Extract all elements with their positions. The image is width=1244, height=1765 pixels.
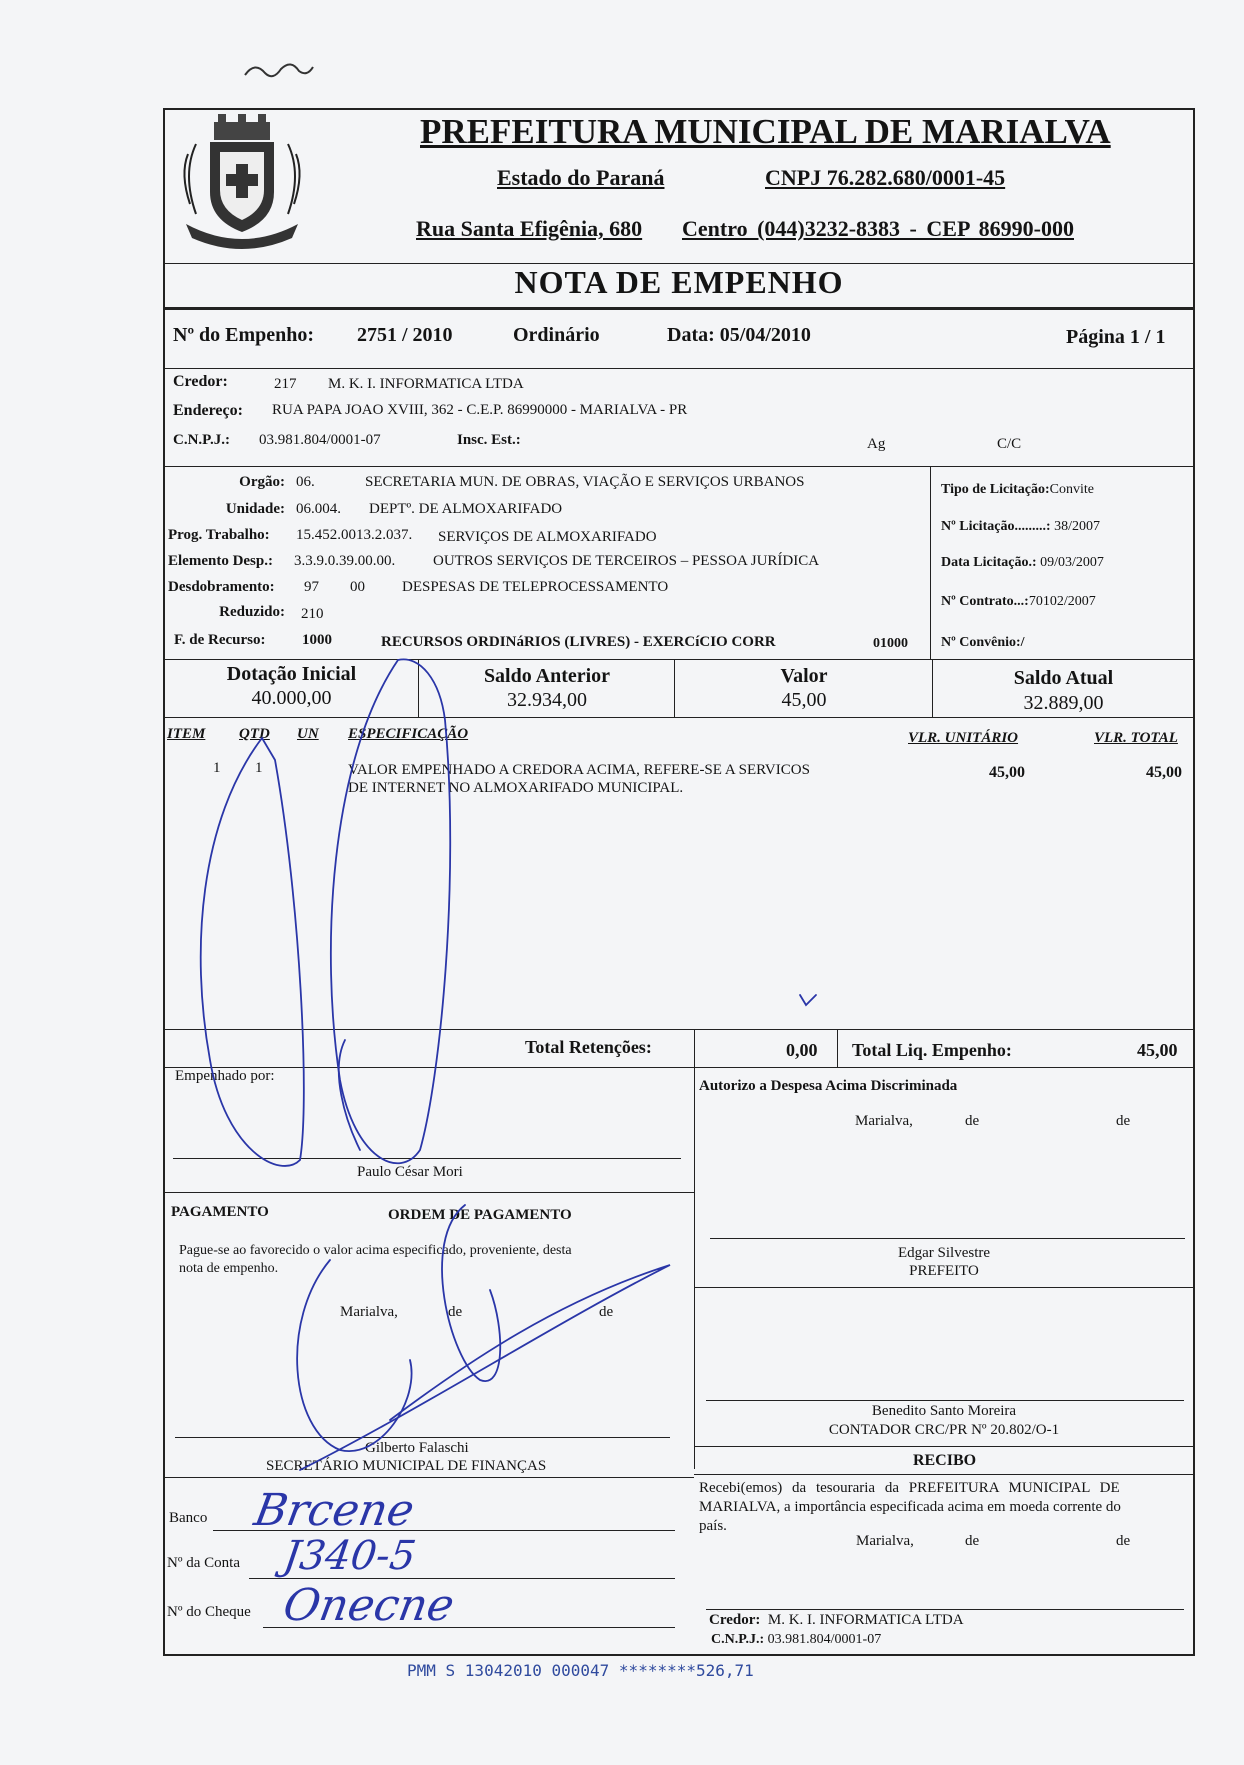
col-vlr-unit: VLR. UNITÁRIO <box>908 730 1019 746</box>
recibo-cnpj-label: C.N.P.J.: <box>711 1632 765 1647</box>
banco-label: Banco <box>169 1510 208 1526</box>
saldo-anterior-value: 32.934,00 <box>507 689 587 711</box>
col-vlr-total: VLR. TOTAL <box>1094 730 1178 746</box>
handwritten-banco: Brcene <box>250 1485 418 1536</box>
handwritten-conta: J340-5 <box>280 1533 419 1579</box>
recibo-cnpj <box>711 1632 881 1648</box>
autorizo-de: de <box>1116 1113 1131 1129</box>
state-label: Estado do Paraná <box>497 165 665 190</box>
reduzido-label: Reduzido: <box>219 604 285 620</box>
divider <box>932 659 933 717</box>
recibo-city: Marialva, <box>856 1533 914 1549</box>
num-licitacao <box>941 519 1100 535</box>
divider <box>930 466 931 659</box>
recibo-cnpj-value: 03.981.804/0001-07 <box>767 1632 882 1647</box>
unidade-desc: DEPTº. DE ALMOXARIFADO <box>369 501 563 517</box>
data-licitacao <box>941 555 1104 571</box>
num-licitacao-label: Nº Licitação.........: <box>941 519 1051 534</box>
divider <box>163 717 1195 718</box>
row-qtd: 1 <box>255 760 263 776</box>
page-title: PREFEITURA MUNICIPAL DE MARIALVA <box>420 112 1111 151</box>
elem-code: 3.3.9.0.39.00.00. <box>294 553 396 569</box>
row-spec: VALOR EMPENHADO A CREDORA ACIMA, REFERE-SE A SERVICOS <box>348 762 810 778</box>
empenhado-label: Empenhado por: <box>175 1068 275 1084</box>
desd-desc: DESPESAS DE TELEPROCESSAMENTO <box>402 579 669 595</box>
dotacao-value: 40.000,00 <box>251 687 332 709</box>
pagamento-de: de <box>599 1304 614 1320</box>
contrato-value: 70102/2007 <box>1028 594 1096 609</box>
page-number: Página 1 / 1 <box>1066 326 1166 348</box>
tipo-licitacao <box>941 482 1094 498</box>
convenio-label: Nº Convênio:/ <box>941 635 1025 650</box>
cc-label: C/C <box>997 436 1022 452</box>
insc-label: Insc. Est.: <box>457 432 521 448</box>
recibo-text: MARIALVA, a importância especificada acima em moeda corrente do <box>699 1499 1121 1515</box>
recibo-de: de <box>965 1533 980 1549</box>
recibo-de: de <box>1116 1533 1131 1549</box>
credor-name: M. K. I. INFORMATICA LTDA <box>328 376 524 392</box>
credor-cnpj-label: C.N.P.J.: <box>173 432 230 448</box>
recibo-credor-label: Credor: <box>709 1612 761 1628</box>
recibo-label: RECIBO <box>912 1452 977 1469</box>
total-liq-label: Total Liq. Empenho: <box>852 1040 1012 1060</box>
empenho-type: Ordinário <box>513 324 600 346</box>
recibo-credor-name: M. K. I. INFORMATICA LTDA <box>767 1612 964 1628</box>
total-retencoes-label: Total Retenções: <box>525 1037 652 1057</box>
desd-label: Desdobramento: <box>168 579 275 595</box>
endereco-label: Endereço: <box>173 402 243 419</box>
row-spec: DE INTERNET NO ALMOXARIFADO MUNICIPAL. <box>348 780 684 796</box>
prefeito-name: Edgar Silvestre <box>897 1245 991 1261</box>
tipo-licitacao-label: Tipo de Licitação: <box>941 482 1050 497</box>
col-spec: ESPECIFICAÇÃO <box>348 726 469 742</box>
street-label: Rua Santa Efigênia, 680 <box>416 216 643 241</box>
desd-code1: 97 <box>304 579 319 595</box>
secretario-name: Gilberto Falaschi <box>365 1440 469 1456</box>
signature-line <box>175 1437 670 1438</box>
divider <box>674 659 675 717</box>
autorizo-city: Marialva, <box>855 1113 913 1129</box>
prog-desc: SERVIÇOS DE ALMOXARIFADO <box>438 529 657 545</box>
pagamento-de: de <box>448 1304 463 1320</box>
elem-desc: OUTROS SERVIÇOS DE TERCEIROS – PESSOA JURÍDICA <box>433 553 820 569</box>
total-retencoes-value: 0,00 <box>786 1040 818 1060</box>
divider <box>163 1477 694 1478</box>
col-un: UN <box>297 726 319 742</box>
prog-label: Prog. Trabalho: <box>168 527 270 543</box>
divider <box>694 1474 1195 1475</box>
recurso-label: F. de Recurso: <box>174 632 266 648</box>
pagamento-label: PAGAMENTO <box>171 1204 269 1220</box>
data-licitacao-label: Data Licitação.: <box>941 555 1037 570</box>
saldo-atual-value: 32.889,00 <box>1023 692 1104 714</box>
data-licitacao-value: 09/03/2007 <box>1040 555 1104 570</box>
credor-label: Credor: <box>173 373 228 390</box>
contador-title: CONTADOR CRC/PR Nº 20.802/O-1 <box>828 1422 1060 1438</box>
pagamento-text: Pague-se ao favorecido o valor acima especificado, proveniente, desta <box>179 1243 572 1258</box>
ordem-pagamento-label: ORDEM DE PAGAMENTO <box>388 1207 572 1223</box>
unidade-code: 06.004. <box>296 501 341 517</box>
signature-line <box>710 1238 1185 1239</box>
cnpj-label: CNPJ 76.282.680/0001-45 <box>765 165 1006 190</box>
pagamento-city: Marialva, <box>340 1304 398 1320</box>
recurso-code2: 01000 <box>873 636 908 651</box>
recibo-text: país. <box>699 1518 727 1534</box>
divider <box>163 466 1195 467</box>
divider <box>694 1287 1195 1288</box>
row-vlr-unit: 45,00 <box>989 764 1025 781</box>
recibo-text: Recebi(emos) da tesouraria da PREFEITURA MUNICIPAL DE <box>699 1480 1120 1496</box>
conta-label: Nº da Conta <box>167 1555 240 1571</box>
credor-code: 217 <box>274 376 297 392</box>
empenho-label: Nº do Empenho: <box>173 324 315 346</box>
valor-value: 45,00 <box>781 689 827 711</box>
doc-title: NOTA DE EMPENHO <box>514 264 844 300</box>
saldo-atual-label: Saldo Atual <box>1013 667 1114 689</box>
empenhado-name: Paulo César Mori <box>357 1164 463 1180</box>
prefeito-title: PREFEITO <box>909 1263 979 1279</box>
divider <box>163 307 1195 310</box>
contrato-label: Nº Contrato...: <box>941 594 1029 609</box>
signature-line <box>706 1609 1184 1610</box>
divider <box>163 1192 694 1193</box>
orgao-label: Orgão: <box>239 474 285 490</box>
dotacao-label: Dotação Inicial <box>226 663 357 685</box>
num-licitacao-value: 38/2007 <box>1054 519 1100 534</box>
recurso-code: 1000 <box>302 632 332 648</box>
divider <box>837 1029 838 1067</box>
row-item: 1 <box>213 760 221 776</box>
empenho-number: 2751 / 2010 <box>357 324 453 346</box>
credor-cnpj: 03.981.804/0001-07 <box>259 432 381 448</box>
reduzido-value: 210 <box>301 606 324 622</box>
row-vlr-total: 45,00 <box>1146 764 1182 781</box>
divider <box>418 659 419 717</box>
autorizo-de: de <box>965 1113 980 1129</box>
divider <box>163 1029 1195 1030</box>
prog-code: 15.452.0013.2.037. <box>296 527 413 543</box>
col-item: ITEM <box>167 726 206 742</box>
scribble-icon <box>240 55 350 85</box>
pagamento-text: nota de empenho. <box>179 1261 279 1276</box>
contact-label: Centro (044)3232-8383 - CEP 86990-000 <box>682 216 1074 241</box>
elem-label: Elemento Desp.: <box>168 553 273 569</box>
tipo-licitacao-value: Convite <box>1049 482 1094 497</box>
signature-line <box>173 1158 681 1159</box>
contrato <box>941 594 1096 610</box>
desd-code2: 00 <box>350 579 365 595</box>
total-liq-value: 45,00 <box>1137 1040 1178 1060</box>
mechanical-stamp: PMM S 13042010 000047 ********526,71 <box>407 1661 754 1680</box>
divider <box>694 1446 1195 1447</box>
col-qtd: QTD <box>239 726 270 742</box>
handwritten-cheque: Onecne <box>279 1580 458 1631</box>
divider <box>163 1067 1195 1068</box>
secretario-title: SECRETÁRIO MUNICIPAL DE FINANÇAS <box>266 1458 547 1474</box>
orgao-code: 06. <box>296 474 315 490</box>
valor-label: Valor <box>780 665 828 687</box>
ag-label: Ag <box>867 436 886 452</box>
divider <box>163 368 1195 369</box>
unidade-label: Unidade: <box>225 501 285 517</box>
credor-address: RUA PAPA JOAO XVIII, 362 - C.E.P. 86990000 - MARIALVA - PR <box>272 402 688 418</box>
autorizo-text: Autorizo a Despesa Acima Discriminada <box>699 1078 958 1094</box>
orgao-desc: SECRETARIA MUN. DE OBRAS, VIAÇÃO E SERVIÇOS URBANOS <box>365 474 805 490</box>
saldo-anterior-label: Saldo Anterior <box>483 665 611 687</box>
contador-name: Benedito Santo Moreira <box>871 1403 1017 1419</box>
divider <box>163 659 1195 660</box>
recurso-desc: RECURSOS ORDINáRIOS (LIVRES) - EXERCíCIO CORR <box>381 634 776 650</box>
recibo-credor <box>709 1612 964 1629</box>
empenho-date: Data: 05/04/2010 <box>667 324 811 346</box>
signature-line <box>706 1400 1184 1401</box>
cheque-label: Nº do Cheque <box>167 1604 251 1620</box>
